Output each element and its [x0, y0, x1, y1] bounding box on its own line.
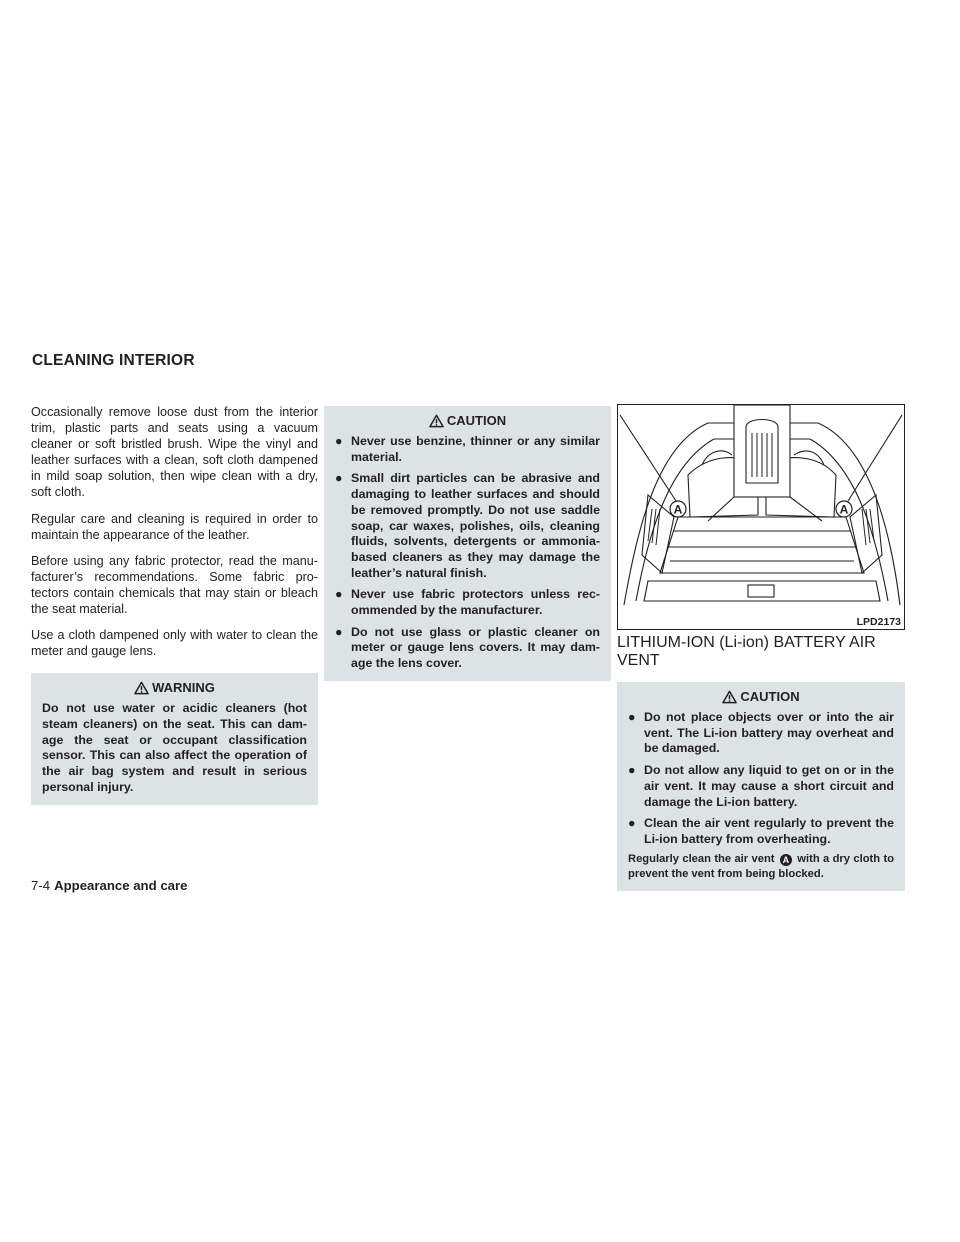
paragraph: Regular care and cleaning is required in order to maintain the appearance of the leather.: [31, 511, 318, 542]
caution-heading: [335, 413, 600, 428]
warning-triangle-icon: [429, 414, 444, 428]
warning-text: Do not use water or acidic cleaners (hot steam cleaners) on the seat. This can damage the seat or occupant classification sensor. This can also affect the operation of the air bag system and result in serious personal injury.: [42, 701, 307, 794]
warning-triangle-icon: [722, 690, 737, 704]
caution-heading: [628, 689, 894, 704]
column-middle: [324, 404, 611, 681]
paragraph: Occasionally remove loose dust from the interior trim, plastic parts and seats using a vacuum cleaner or soft bristled brush. Wipe the vinyl and leather surfaces with a clean, soft cloth dampened in mild soap solution, then wipe clean with a dry, soft cloth.: [31, 405, 318, 500]
cargo-area-drawing: [618, 405, 904, 629]
caution-box: [617, 682, 905, 891]
caution-bullet: ● Do not place objects over or into the air vent. The Li-ion battery may overheat and be damaged.: [628, 710, 894, 756]
caution-bullet: ● Never use fabric protectors unless recommended by the manufacturer.: [335, 587, 600, 618]
paragraph: Use a cloth dampened only with water to clean the meter and gauge lens.: [31, 628, 318, 659]
svg-text:A: A: [839, 502, 849, 517]
footer-section: Appearance and care: [54, 878, 188, 893]
caution-title: CAUTION: [740, 689, 800, 704]
figure-code: LPD2173: [856, 616, 901, 628]
warning-box: [31, 673, 318, 804]
vent-cleaning-note: Regularly clean the air vent A with a dry cloth to prevent the vent from being blocked.: [628, 852, 895, 880]
caution-bullet: ● Do not allow any liquid to get on or in the air vent. It may cause a short circuit and damage the Li-ion battery.: [628, 763, 894, 809]
svg-text:A: A: [673, 502, 683, 517]
warning-heading: [42, 680, 307, 695]
heading-line: VENT: [617, 652, 660, 669]
section-title: CLEANING INTERIOR: [32, 352, 195, 369]
caution-title: CAUTION: [446, 413, 507, 428]
page-number: 7-4: [31, 878, 51, 893]
column-left: [31, 404, 318, 805]
caution-bullet: ● Clean the air vent regularly to prevent the Li-ion battery from overheating.: [628, 816, 894, 846]
column-right: [617, 404, 905, 891]
label-a-right: [836, 501, 852, 517]
marker-a: A: [780, 854, 792, 866]
caution-bullet: ● Do not use glass or plastic cleaner on meter or gauge lens covers. It may damage the lens cover.: [335, 624, 600, 671]
label-a-left: [670, 501, 686, 517]
heading-line: LITHIUM-ION (Li-ion) BATTERY AIR: [617, 634, 876, 651]
caution-bullet: ● Never use benzine, thinner or any similar material.: [335, 434, 600, 464]
warning-title: WARNING: [152, 680, 215, 696]
cargo-area-illustration: [617, 404, 905, 630]
warning-triangle-icon: [134, 681, 149, 695]
caution-box: [324, 406, 611, 681]
caution-bullet: ● Small dirt particles can be abrasive and damaging to leather surfaces and should be removed promptly. Do not use saddle soap, car waxes, polishes, oils, cleaning fluids, solvents, detergents or ammonia-based cleaners as they may damage the leather’s natural finish.: [335, 471, 600, 580]
paragraph: Before using any fabric protector, read the manufacturer’s recommendations. Some fabric protectors contain chemicals that may stain or bleach the seat material.: [31, 553, 318, 617]
page-footer: [31, 878, 187, 893]
subsection-heading: [617, 634, 905, 670]
